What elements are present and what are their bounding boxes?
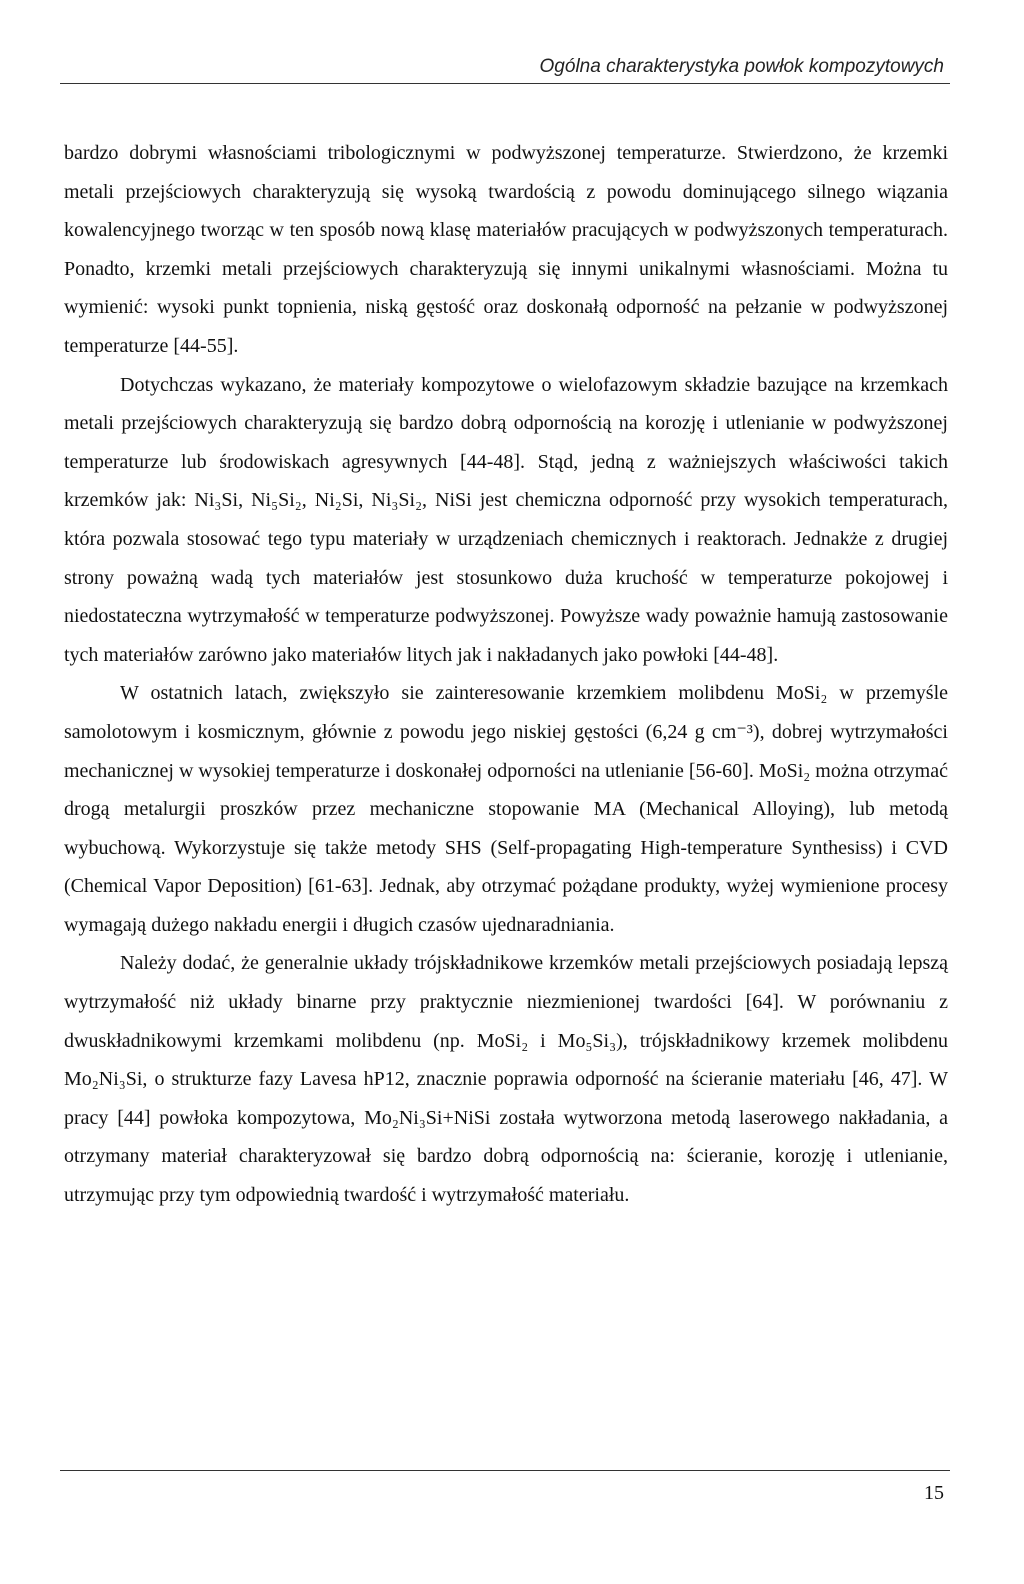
footer-divider [60,1470,950,1471]
body-text [64,134,948,1215]
header-divider [60,83,950,84]
paragraph-4: Należy dodać, że generalnie układy trójskładnikowe krzemków metali przejściowych posiadają lepszą wytrzymałość niż układy binarne przy praktycznie niezmienionej twardości [64]. W porównaniu z dwuskładnikowymi krzemkami molibdenu (np. MoSi₂ i Mo₅Si₃), trójskładnikowy krzemek molibdenu Mo₂Ni₃Si, o strukturze fazy Lavesa hP12, znacznie poprawia odporność na ścieranie materiału [46, 47]. W pracy [44] powłoka kompozytowa, Mo₂Ni₃Si+NiSi została wytworzona metodą laserowego nakładania, a otrzymany materiał charakteryzował się bardzo dobrą odpornością na: ścieranie, korozję i utlenianie, utrzymując przy tym odpowiednią twardość i wytrzymałość materiału. [64,952,948,1207]
page-number: 15 [924,1482,944,1504]
paragraph-2: Dotychczas wykazano, że materiały kompozytowe o wielofazowym składzie bazujące na krzemkach metali przejściowych charakteryzują się bardzo dobrą odpornością na korozję i utlenianie w podwyższonej temperaturze lub środowiskach agresywnych [44-48]. Stąd, jedną z ważniejszych właściwości takich krzemków jak: Ni₃Si, Ni₅Si₂, Ni₂Si, Ni₃Si₂, NiSi jest chemiczna odporność przy wysokich temperaturach, która pozwala stosować tego typu materiały w urządzeniach chemicznych i reaktorach. Jednakże z drugiej strony poważną wadą tych materiałów jest stosunkowo duża kruchość w temperaturze pokojowej i niedostateczna wytrzymałość w temperaturze podwyższonej. Powyższe wady poważnie hamują zastosowanie tych materiałów zarówno jako materiałów litych jak i nakładanych jako powłoki [44-48]. [64,373,948,666]
running-header: Ogólna charakterystyka powłok kompozytowych [539,56,944,77]
paragraph-3: W ostatnich latach, zwiększyło sie zainteresowanie krzemkiem molibdenu MoSi₂ w przemyśle samolotowym i kosmicznym, głównie z powodu jego niskiej gęstości (6,24 g cm⁻³), dobrej wytrzymałości mechanicznej w wysokiej temperaturze i doskonałej odporności na utlenianie [56-60]. MoSi₂ można otrzymać drogą metalurgii proszków przez mechaniczne stopowanie MA (Mechanical Alloying), lub metodą wybuchową. Wykorzystuje się także metody SHS (Self-propagating High-temperature Synthesiss) i CVD (Chemical Vapor Deposition) [61-63]. Jednak, aby otrzymać pożądane produkty, wyżej wymienione procesy wymagają dużego nakładu energii i długich czasów ujednaradniania. [64,682,948,936]
paragraph-1: bardzo dobrymi własnościami tribologicznymi w podwyższonej temperaturze. Stwierdzono, że krzemki metali przejściowych charakteryzują się wysoką twardością z powodu dominującego silnego wiązania kowalencyjnego tworząc w ten sposób nową klasę materiałów pracujących w podwyższonych temperaturach. Ponadto, krzemki metali przejściowych charakteryzują się innymi unikalnymi własnościami. Można tu wymienić: wysoki punkt topnienia, niską gęstość oraz doskonałą odporność na pełzanie w podwyższonej temperaturze [44-55]. [64,142,948,357]
